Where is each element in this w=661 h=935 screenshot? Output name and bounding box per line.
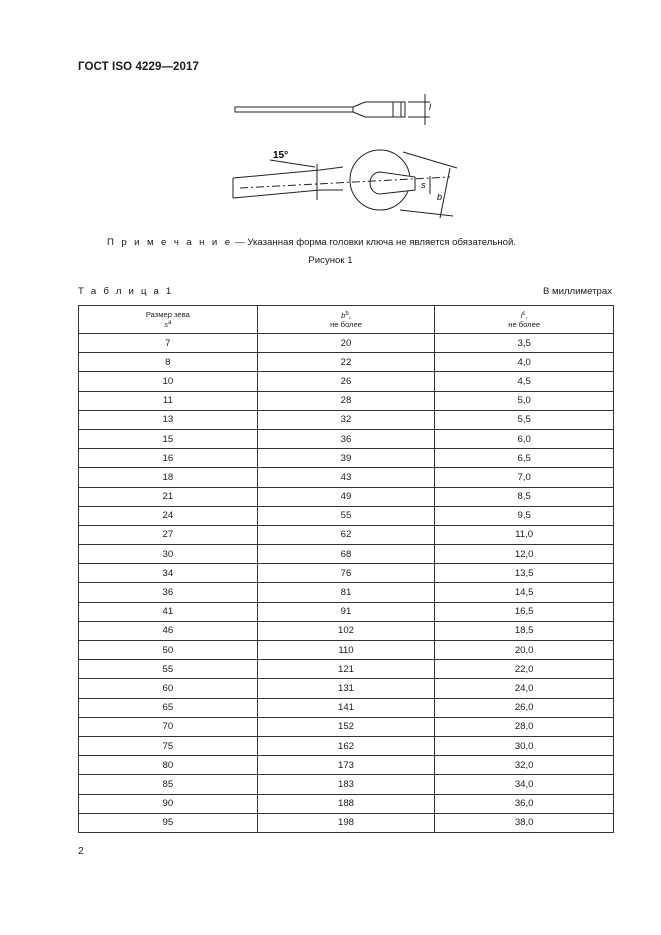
table-cell: 80 <box>79 756 258 775</box>
table-cell: 39 <box>257 449 435 468</box>
table-cell: 65 <box>79 698 258 717</box>
dim-l-label: l <box>429 102 431 112</box>
table-cell: 34,0 <box>435 775 614 794</box>
page-number: 2 <box>78 845 84 857</box>
table-cell: 102 <box>257 621 435 640</box>
table-cell: 13 <box>79 410 258 429</box>
table-cell: 41 <box>79 602 258 621</box>
table-row <box>79 334 614 353</box>
table-cell: 198 <box>257 813 435 832</box>
table-cell: 7,0 <box>435 468 614 487</box>
table-row <box>79 353 614 372</box>
header-b-symbol: b <box>341 311 346 320</box>
table-cell: 18 <box>79 468 258 487</box>
table-cell: 28,0 <box>435 717 614 736</box>
table-row <box>79 583 614 602</box>
table-cell: 95 <box>79 813 258 832</box>
table-cell: 18,5 <box>435 621 614 640</box>
header-size-footnote: a <box>168 320 172 326</box>
table-row <box>79 372 614 391</box>
table-cell: 13,5 <box>435 564 614 583</box>
angle-label: 15° <box>273 150 289 161</box>
note-text: — Указанная форма головки ключа не является обязательной. <box>232 237 517 248</box>
table-cell: 81 <box>257 583 435 602</box>
table-cell: 36 <box>257 429 435 448</box>
table-cell: 36 <box>79 583 258 602</box>
table-cell: 28 <box>257 391 435 410</box>
table-cell: 16 <box>79 449 258 468</box>
wrench-side-view <box>235 94 430 125</box>
table-cell: 4,5 <box>435 372 614 391</box>
table-cell: 8,5 <box>435 487 614 506</box>
table-cell: 90 <box>79 794 258 813</box>
table-cell: 131 <box>257 679 435 698</box>
table-cell: 8 <box>79 353 258 372</box>
table-cell: 62 <box>257 525 435 544</box>
table-cell: 11,0 <box>435 525 614 544</box>
table-row <box>79 813 614 832</box>
header-b-text: не более <box>330 320 362 329</box>
header-size-text: Размер зева <box>145 310 190 319</box>
table-cell: 49 <box>257 487 435 506</box>
table-cell: 30 <box>79 545 258 564</box>
table-cell: 5,5 <box>435 410 614 429</box>
table-row <box>79 487 614 506</box>
table-cell: 141 <box>257 698 435 717</box>
table-cell: 26,0 <box>435 698 614 717</box>
table-cell: 32,0 <box>435 756 614 775</box>
table-cell: 76 <box>257 564 435 583</box>
table-cell: 3,5 <box>435 334 614 353</box>
table-row <box>79 621 614 640</box>
table-cell: 20 <box>257 334 435 353</box>
table-cell: 7 <box>79 334 258 353</box>
table-row <box>79 679 614 698</box>
table-cell: 188 <box>257 794 435 813</box>
table-cell: 9,5 <box>435 506 614 525</box>
table-cell: 43 <box>257 468 435 487</box>
table-cell: 22 <box>257 353 435 372</box>
table-cell: 5,0 <box>435 391 614 410</box>
table-cell: 110 <box>257 641 435 660</box>
header-size-symbol: s <box>164 320 169 329</box>
table-row <box>79 602 614 621</box>
table-cell: 4,0 <box>435 353 614 372</box>
table-cell: 121 <box>257 660 435 679</box>
header-b: $b^b$, не более <box>257 306 435 334</box>
table-row <box>79 717 614 736</box>
table-cell: 15 <box>79 429 258 448</box>
table-row <box>79 506 614 525</box>
table-cell: 21 <box>79 487 258 506</box>
document-header: ГОСТ ISO 4229—2017 <box>78 61 200 73</box>
table-cell: 55 <box>257 506 435 525</box>
table-cell: 70 <box>79 717 258 736</box>
header-l-text: не более <box>508 320 541 329</box>
table-cell: 68 <box>257 545 435 564</box>
table-cell: 6,0 <box>435 429 614 448</box>
figure-caption: Рисунок 1 <box>308 255 353 266</box>
table-cell: 6,5 <box>435 449 614 468</box>
table-cell: 22,0 <box>435 660 614 679</box>
table-cell: 36,0 <box>435 794 614 813</box>
table-cell: 183 <box>257 775 435 794</box>
table-row <box>79 698 614 717</box>
table-cell: 91 <box>257 602 435 621</box>
table-row <box>79 429 614 448</box>
table-cell: 152 <box>257 717 435 736</box>
table-cell: 34 <box>79 564 258 583</box>
note-label: П р и м е ч а н и е <box>107 237 233 248</box>
table-units: В миллиметрах <box>542 286 612 297</box>
dimensions-table <box>78 305 614 833</box>
table-cell: 162 <box>257 736 435 755</box>
header-size <box>79 306 258 334</box>
table-body <box>79 334 614 833</box>
table-cell: 38,0 <box>435 813 614 832</box>
table-cell: 30,0 <box>435 736 614 755</box>
table-cell: 20,0 <box>435 641 614 660</box>
table-cell: 46 <box>79 621 258 640</box>
table-row <box>79 775 614 794</box>
table-cell: 11 <box>79 391 258 410</box>
header-l-footnote: c <box>522 311 526 317</box>
table-cell: 14,5 <box>435 583 614 602</box>
table-row <box>79 391 614 410</box>
table-cell: 16,5 <box>435 602 614 621</box>
dim-b-label: b <box>437 192 443 202</box>
table-cell: 75 <box>79 736 258 755</box>
table-row <box>79 756 614 775</box>
table-cell: 60 <box>79 679 258 698</box>
table-cell: 55 <box>79 660 258 679</box>
table-title: Т а б л и ц а 1 <box>78 286 174 297</box>
table-row <box>79 660 614 679</box>
header-l-symbol: l <box>520 311 523 320</box>
figure-note <box>107 237 516 248</box>
header-l: $l^c$, не более <box>435 306 614 334</box>
header-b-footnote: b <box>345 311 349 317</box>
table-row <box>79 525 614 544</box>
table-row <box>79 545 614 564</box>
table-row <box>79 564 614 583</box>
table-cell: 27 <box>79 525 258 544</box>
table-cell: 173 <box>257 756 435 775</box>
table-row <box>79 410 614 429</box>
table-cell: 10 <box>79 372 258 391</box>
table-cell: 26 <box>257 372 435 391</box>
wrench-figure <box>225 92 470 227</box>
table-cell: 12,0 <box>435 545 614 564</box>
table-row <box>79 736 614 755</box>
dim-s-label: s <box>421 180 426 190</box>
table-row <box>79 794 614 813</box>
table-cell: 24,0 <box>435 679 614 698</box>
table-row <box>79 449 614 468</box>
table-cell: 24 <box>79 506 258 525</box>
table-header-row <box>79 306 614 334</box>
table-row <box>79 641 614 660</box>
table-cell: 32 <box>257 410 435 429</box>
table-cell: 85 <box>79 775 258 794</box>
table-row <box>79 468 614 487</box>
table-cell: 50 <box>79 641 258 660</box>
